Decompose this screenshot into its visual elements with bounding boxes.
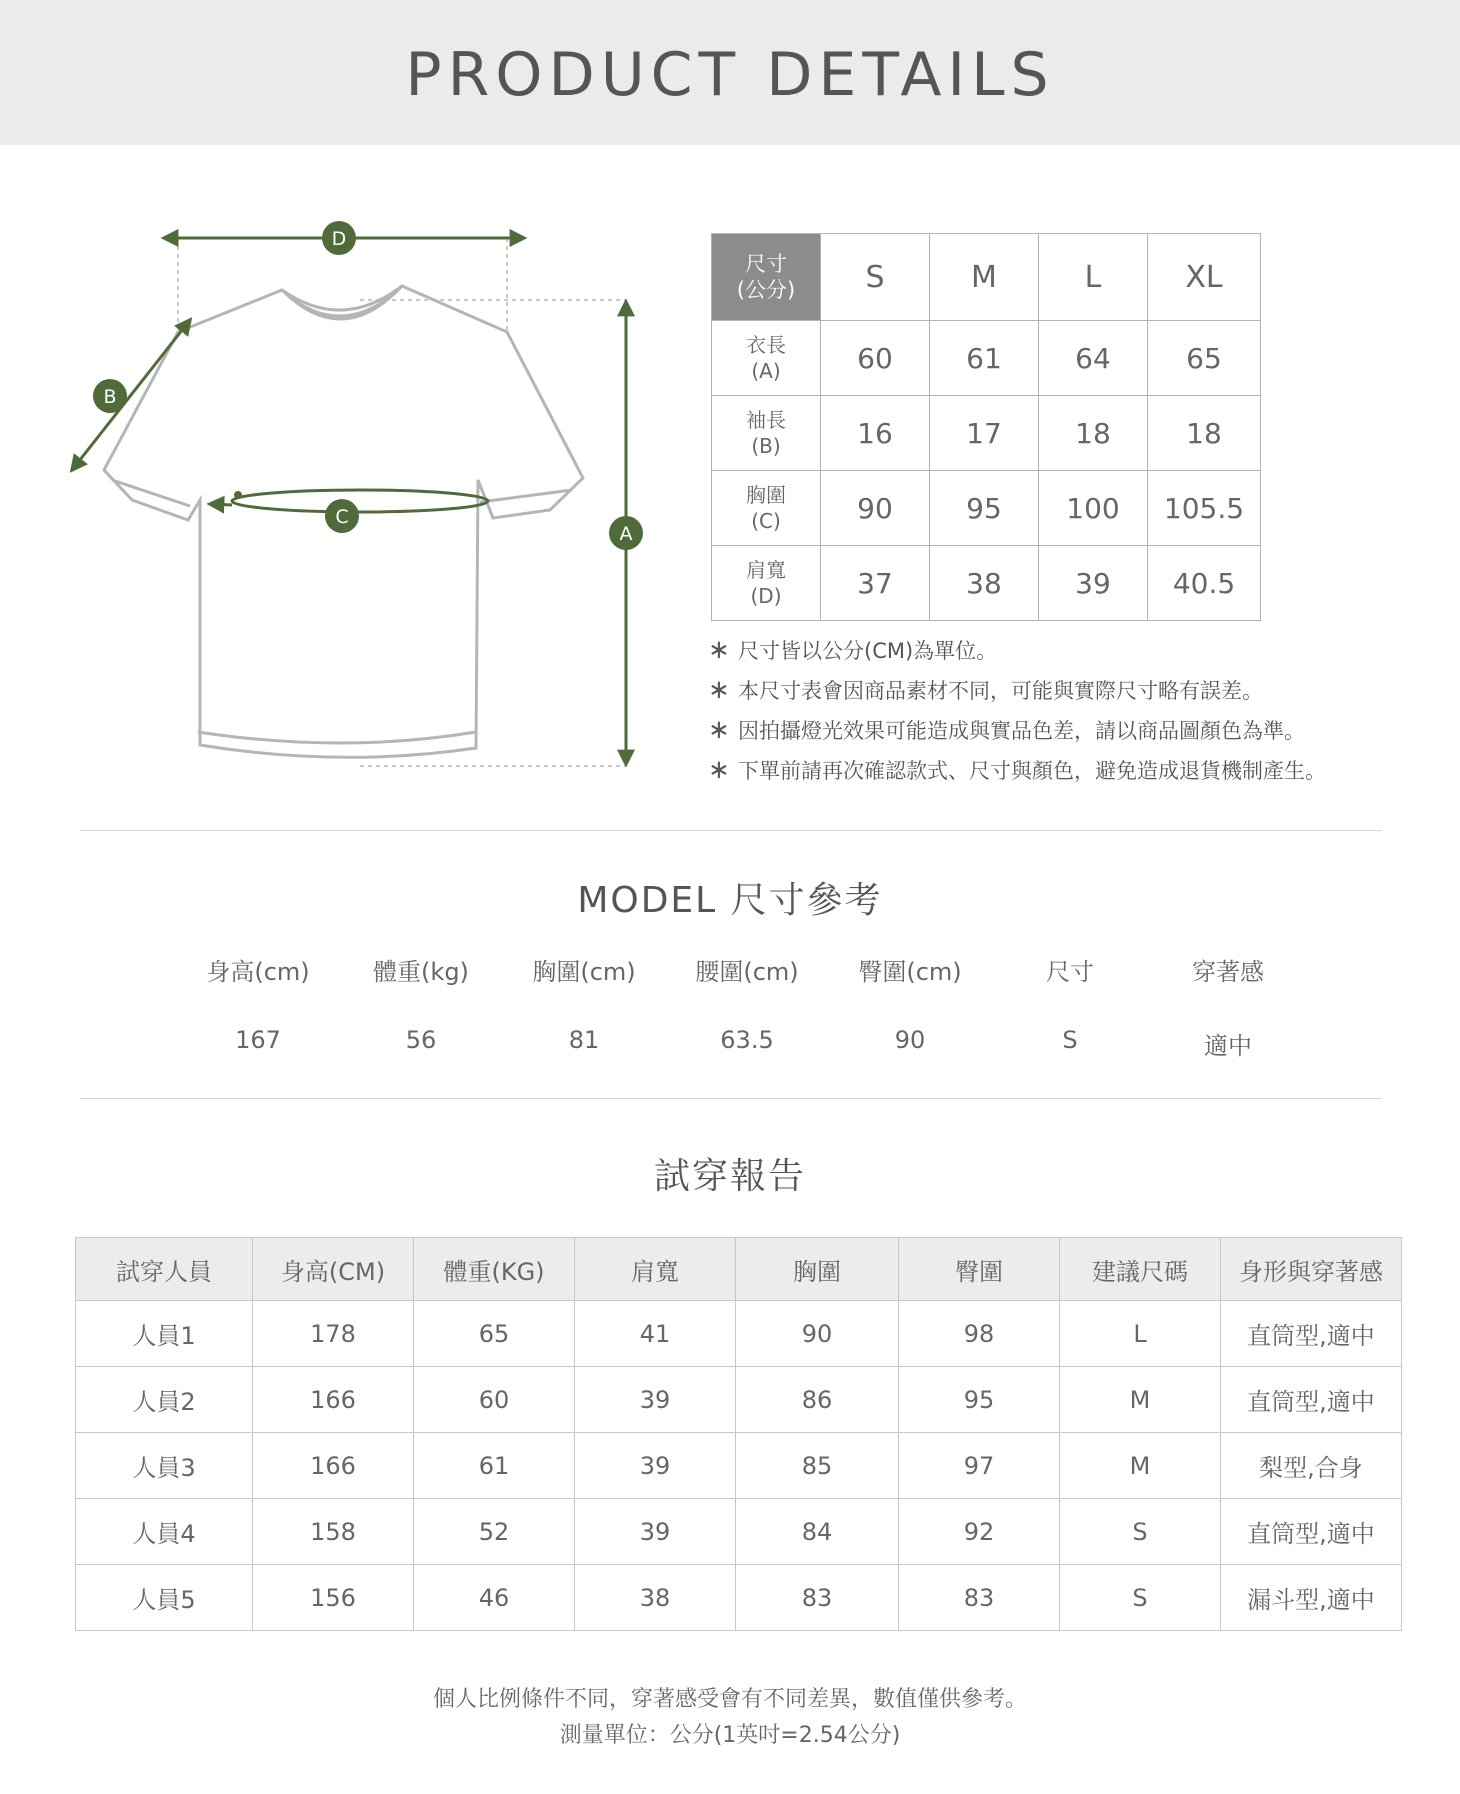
trial-header: 胸圍 bbox=[736, 1238, 899, 1301]
table-cell: 166 bbox=[253, 1433, 414, 1499]
table-cell: 39 bbox=[575, 1499, 736, 1565]
table-cell: 158 bbox=[253, 1499, 414, 1565]
size-cell: 100 bbox=[1039, 471, 1148, 546]
corner-label: 尺寸 bbox=[745, 252, 787, 276]
table-cell: 60 bbox=[414, 1367, 575, 1433]
table-cell: 156 bbox=[253, 1565, 414, 1631]
table-cell: 人員3 bbox=[76, 1433, 253, 1499]
model-value: 167 bbox=[235, 1026, 281, 1054]
trial-header: 肩寬 bbox=[575, 1238, 736, 1301]
size-table-corner bbox=[712, 234, 821, 321]
table-cell: 梨型,合身 bbox=[1221, 1433, 1402, 1499]
model-header: 身高(cm) bbox=[206, 958, 310, 986]
trial-header: 身高(CM) bbox=[253, 1238, 414, 1301]
table-cell: 直筒型,適中 bbox=[1221, 1301, 1402, 1367]
table-cell: 人員4 bbox=[76, 1499, 253, 1565]
table-cell: 65 bbox=[414, 1301, 575, 1367]
table-cell: 83 bbox=[736, 1565, 899, 1631]
table-cell: S bbox=[1060, 1499, 1221, 1565]
note-item: ∗ 本尺寸表會因商品素材不同，可能與實際尺寸略有誤差。 bbox=[708, 670, 1448, 710]
size-cell: 39 bbox=[1039, 546, 1148, 621]
table-row bbox=[76, 1301, 1402, 1367]
table-cell: M bbox=[1060, 1433, 1221, 1499]
asterisk-icon: ∗ bbox=[708, 755, 730, 785]
asterisk-icon: ∗ bbox=[708, 675, 730, 705]
size-cell: 17 bbox=[930, 396, 1039, 471]
label-c: C bbox=[335, 506, 349, 528]
asterisk-icon: ∗ bbox=[708, 635, 730, 665]
table-cell: 漏斗型,適中 bbox=[1221, 1565, 1402, 1631]
size-cell: 90 bbox=[821, 471, 930, 546]
label-a: A bbox=[619, 523, 633, 545]
size-notes bbox=[708, 630, 1448, 790]
model-value: 90 bbox=[894, 1026, 926, 1054]
table-cell: 人員5 bbox=[76, 1565, 253, 1631]
trial-header: 體重(KG) bbox=[414, 1238, 575, 1301]
model-value: 63.5 bbox=[720, 1026, 774, 1054]
table-row bbox=[76, 1499, 1402, 1565]
size-row-chest bbox=[712, 471, 1261, 546]
label-b: B bbox=[103, 386, 117, 408]
model-value: 81 bbox=[568, 1026, 600, 1054]
model-header: 胸圍(cm) bbox=[532, 958, 636, 986]
table-cell: 38 bbox=[575, 1565, 736, 1631]
section-divider bbox=[80, 830, 1382, 831]
row-header: 袖長 (B) bbox=[712, 396, 821, 471]
size-cell: 18 bbox=[1148, 396, 1261, 471]
size-cell: 105.5 bbox=[1148, 471, 1261, 546]
table-cell: 61 bbox=[414, 1433, 575, 1499]
footer-disclaimer: 個人比例條件不同，穿著感受會有不同差異，數值僅供參考。 bbox=[432, 1687, 1027, 1712]
trial-header: 試穿人員 bbox=[76, 1238, 253, 1301]
note-item: ∗ 尺寸皆以公分(CM)為單位。 bbox=[708, 630, 1448, 670]
table-cell: 46 bbox=[414, 1565, 575, 1631]
trial-header: 臀圍 bbox=[899, 1238, 1060, 1301]
table-cell: M bbox=[1060, 1367, 1221, 1433]
row-header: 肩寬 (D) bbox=[712, 546, 821, 621]
table-cell: 83 bbox=[899, 1565, 1060, 1631]
size-table-header-row bbox=[712, 234, 1261, 321]
table-cell: 52 bbox=[414, 1499, 575, 1565]
model-value: S bbox=[1062, 1026, 1078, 1054]
size-cell: 38 bbox=[930, 546, 1039, 621]
table-row bbox=[76, 1433, 1402, 1499]
table-cell: 178 bbox=[253, 1301, 414, 1367]
size-table bbox=[711, 233, 1261, 621]
size-row-sleeve bbox=[712, 396, 1261, 471]
table-cell: 41 bbox=[575, 1301, 736, 1367]
trial-section-title: 試穿報告 bbox=[653, 1156, 806, 1197]
table-cell: 97 bbox=[899, 1433, 1060, 1499]
size-cell: 37 bbox=[821, 546, 930, 621]
trial-header: 建議尺碼 bbox=[1060, 1238, 1221, 1301]
tshirt-measurement-diagram bbox=[60, 220, 660, 780]
table-cell: 95 bbox=[899, 1367, 1060, 1433]
trial-header: 身形與穿著感 bbox=[1221, 1238, 1402, 1301]
table-cell: 39 bbox=[575, 1367, 736, 1433]
table-cell: 90 bbox=[736, 1301, 899, 1367]
header-banner bbox=[0, 0, 1460, 145]
page-title: PRODUCT DETAILS bbox=[405, 40, 1055, 110]
model-header: 體重(kg) bbox=[373, 958, 469, 986]
table-cell: L bbox=[1060, 1301, 1221, 1367]
model-value: 56 bbox=[405, 1026, 437, 1054]
corner-unit: (公分) bbox=[736, 278, 796, 302]
size-cell: 61 bbox=[930, 321, 1039, 396]
trial-report-table bbox=[75, 1237, 1402, 1631]
table-cell: 85 bbox=[736, 1433, 899, 1499]
model-header: 穿著感 bbox=[1192, 958, 1264, 986]
section-divider bbox=[80, 1098, 1382, 1099]
table-cell: 39 bbox=[575, 1433, 736, 1499]
model-value: 適中 bbox=[1204, 1032, 1252, 1060]
trial-header-row bbox=[76, 1238, 1402, 1301]
size-cell: 64 bbox=[1039, 321, 1148, 396]
size-cell: 16 bbox=[821, 396, 930, 471]
size-cell: 18 bbox=[1039, 396, 1148, 471]
asterisk-icon: ∗ bbox=[708, 715, 730, 745]
table-cell: 84 bbox=[736, 1499, 899, 1565]
table-row bbox=[76, 1565, 1402, 1631]
size-col-xl: XL bbox=[1148, 234, 1261, 321]
model-section-title: MODEL 尺寸參考 bbox=[577, 880, 883, 921]
table-cell: 人員1 bbox=[76, 1301, 253, 1367]
table-cell: 98 bbox=[899, 1301, 1060, 1367]
size-cell: 60 bbox=[821, 321, 930, 396]
row-header: 衣長 (A) bbox=[712, 321, 821, 396]
size-cell: 65 bbox=[1148, 321, 1261, 396]
table-cell: 直筒型,適中 bbox=[1221, 1367, 1402, 1433]
footer-unit-note: 測量單位：公分(1英吋=2.54公分) bbox=[559, 1723, 901, 1748]
table-cell: 人員2 bbox=[76, 1367, 253, 1433]
size-row-shoulder bbox=[712, 546, 1261, 621]
size-col-m: M bbox=[930, 234, 1039, 321]
size-cell: 40.5 bbox=[1148, 546, 1261, 621]
table-row bbox=[76, 1367, 1402, 1433]
size-col-s: S bbox=[821, 234, 930, 321]
note-item: ∗ 因拍攝燈光效果可能造成與實品色差，請以商品圖顏色為準。 bbox=[708, 710, 1448, 750]
row-header: 胸圍 (C) bbox=[712, 471, 821, 546]
table-cell: 直筒型,適中 bbox=[1221, 1499, 1402, 1565]
size-col-l: L bbox=[1039, 234, 1148, 321]
note-item: ∗ 下單前請再次確認款式、尺寸與顏色，避免造成退貨機制產生。 bbox=[708, 750, 1448, 790]
model-header: 臀圍(cm) bbox=[858, 958, 962, 986]
table-cell: 86 bbox=[736, 1367, 899, 1433]
size-cell: 95 bbox=[930, 471, 1039, 546]
table-cell: 166 bbox=[253, 1367, 414, 1433]
table-cell: 92 bbox=[899, 1499, 1060, 1565]
model-header: 尺寸 bbox=[1046, 958, 1094, 986]
model-header: 腰圍(cm) bbox=[695, 958, 799, 986]
label-d: D bbox=[331, 228, 347, 250]
table-cell: S bbox=[1060, 1565, 1221, 1631]
size-row-length bbox=[712, 321, 1261, 396]
